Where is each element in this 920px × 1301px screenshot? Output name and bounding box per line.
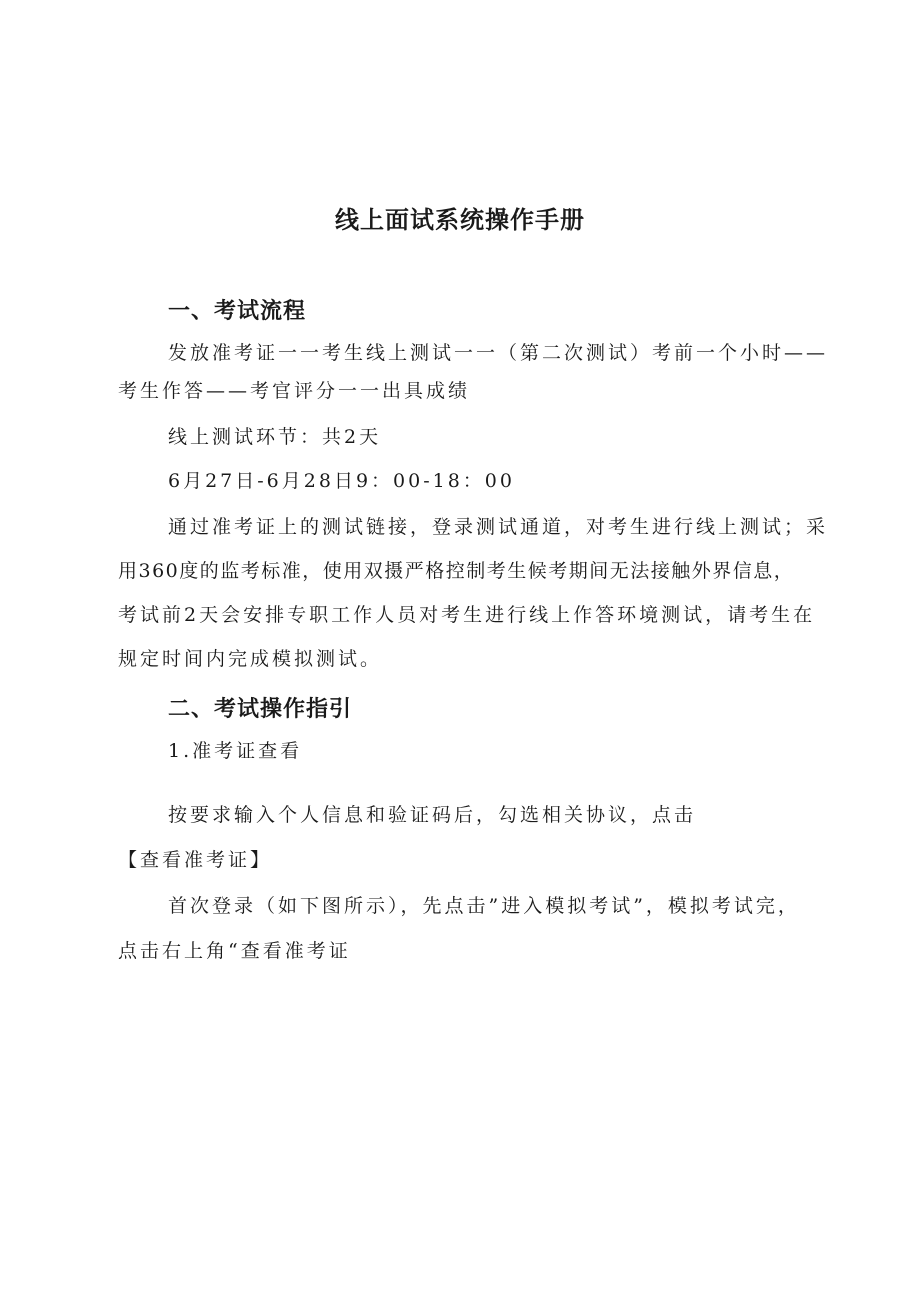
flow-text-line1: 发放准考证一一考生线上测试一一（第二次测试）考前一个小时—— — [168, 342, 829, 364]
section-heading-exam-process: 一、考试流程 — [168, 299, 307, 324]
instruction-line1: 按要求输入个人信息和验证码后，勾选相关协议，点击 — [168, 804, 697, 826]
description-line3: 考试前2天会安排专职工作人员对考生进行线上作答环境测试，请考生在 — [118, 604, 816, 626]
document-title: 线上面试系统操作手册 — [335, 206, 585, 234]
step-admission-ticket: 1.准考证查看 — [168, 740, 303, 762]
first-login-line1: 首次登录（如下图所示），先点击”进入模拟考试”，模拟考试完， — [168, 895, 800, 917]
first-login-line2: 点击右上角“查看准考证 — [118, 940, 351, 962]
flow-text-line2: 考生作答——考官评分一一出具成绩 — [118, 380, 471, 402]
section-heading-operation-guide: 二、考试操作指引 — [168, 697, 353, 722]
description-line2: 用360度的监考标准，使用双摄严格控制考生候考期间无法接触外界信息， — [118, 560, 795, 582]
test-duration-text: 线上测试环节：共2天 — [168, 426, 382, 448]
description-line4: 规定时间内完成模拟测试。 — [118, 648, 383, 670]
description-line1: 通过准考证上的测试链接，登录测试通道，对考生进行线上测试；采 — [168, 516, 829, 538]
test-dates-text: 6月27日-6月28日9：00-18：00 — [168, 470, 515, 492]
instruction-line2: 【查看准考证】 — [118, 849, 273, 871]
